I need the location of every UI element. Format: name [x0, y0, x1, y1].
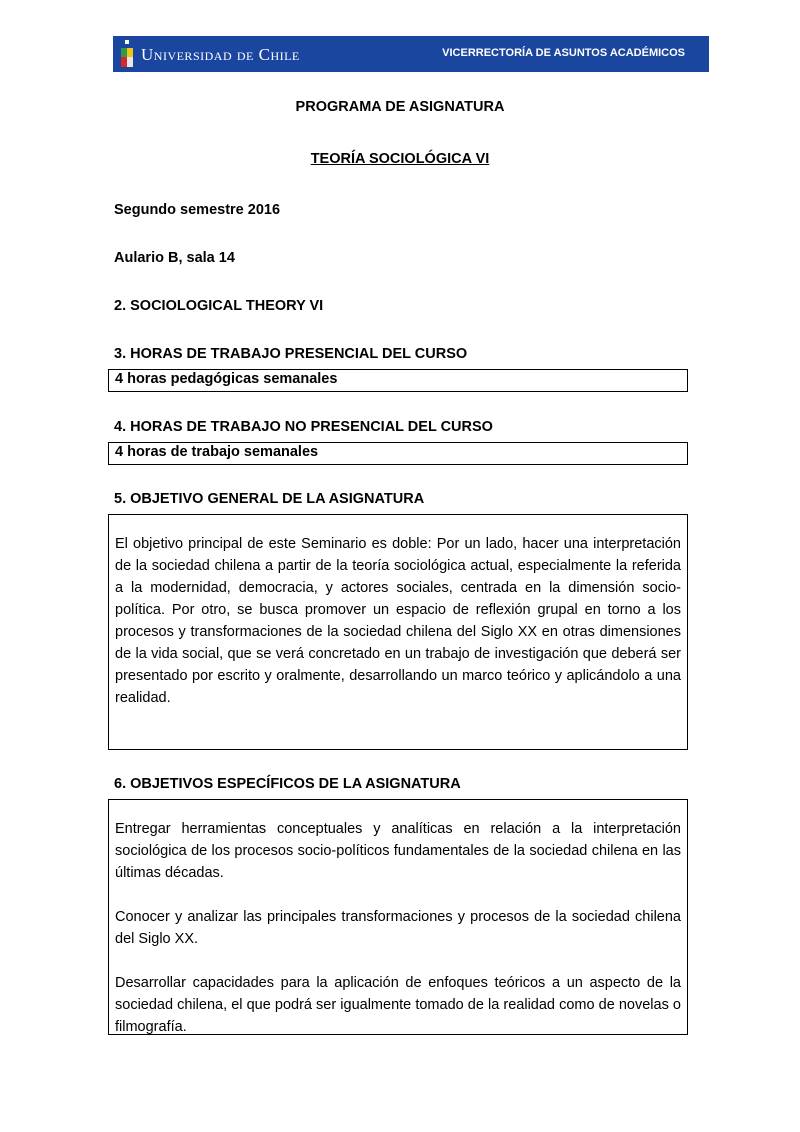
university-name: Universidad de Chile: [141, 45, 300, 64]
section-box: [108, 442, 688, 465]
section-heading: 6. OBJETIVOS ESPECÍFICOS DE LA ASIGNATURA: [114, 776, 461, 792]
specific-objective: Desarrollar capacidades para la aplicación de enfoques teóricos a un aspecto de la sociedad chilena, el que podrá ser igualmente tomado de la realidad como de novelas o filmografía.: [115, 975, 681, 1035]
section-box: [108, 799, 688, 1035]
specific-objective: Entregar herramientas conceptuales y analíticas en relación a la interpretación sociológica de los procesos socio-políticos fundamentales de la sociedad chilena en las últimas décadas.: [115, 821, 681, 881]
course-title: TEORÍA SOCIOLÓGICA VI: [310, 151, 490, 167]
section-box: [108, 369, 688, 392]
course-title-wrap: [0, 151, 800, 167]
section-box: [108, 514, 688, 750]
specific-objective: Conocer y analizar las principales transformaciones y procesos de la sociedad chilena del Siglo XX.: [115, 909, 681, 947]
section-content: 4 horas de trabajo semanales: [115, 444, 319, 460]
room: Aulario B, sala 14: [114, 250, 235, 266]
section-content: 4 horas pedagógicas semanales: [115, 371, 338, 387]
general-objective: El objetivo principal de este Seminario es doble: Por un lado, hacer una interpretación de la sociedad chilena a partir de la teoría sociológica actual, especialmente la referida a la modernidad, democracia, y actores sociales, centrada en la dimensión socio-política. Por otro, se busca promover un espacio de reflexión grupal en torno a los procesos y transformaciones de la sociedad chilena del Siglo XX en otras dimensiones de la vida social, que se verá concretado en un trabajo de investigación que deberá ser presentado por escrito y oralmente, desarrollando un marco teórico y aplicándolo a una realidad.: [115, 536, 681, 706]
university-crest-icon: [121, 40, 133, 68]
english-name: 2. SOCIOLOGICAL THEORY VI: [114, 298, 324, 314]
document-title: PROGRAMA DE ASIGNATURA: [295, 99, 505, 115]
section-heading: 5. OBJETIVO GENERAL DE LA ASIGNATURA: [114, 491, 425, 507]
section-heading: 3. HORAS DE TRABAJO PRESENCIAL DEL CURSO: [114, 346, 468, 362]
semester: Segundo semestre 2016: [114, 202, 281, 218]
header-banner: [113, 36, 709, 72]
section-heading: 4. HORAS DE TRABAJO NO PRESENCIAL DEL CURSO: [114, 419, 493, 435]
department-name: VICERRECTORÍA DE ASUNTOS ACADÉMICOS: [442, 47, 685, 59]
